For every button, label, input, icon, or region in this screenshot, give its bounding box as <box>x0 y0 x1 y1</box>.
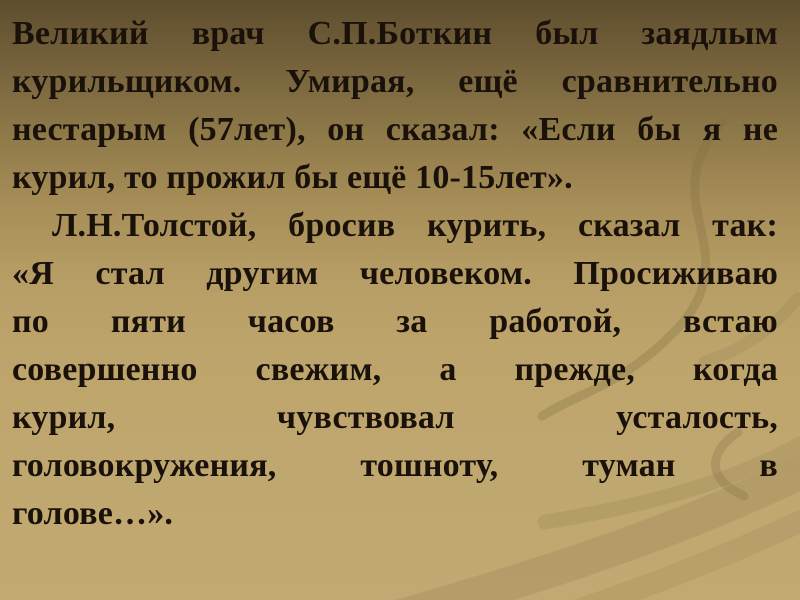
text-line: головокружения, тошноту, туман в <box>12 447 778 484</box>
text-line: нестарым (57лет), он сказал: «Если бы я не <box>12 111 778 148</box>
slide-text-block <box>12 10 778 538</box>
text-line: «Я стал другим человеком. Просиживаю <box>12 255 778 292</box>
text-line: совершенно свежим, а прежде, когда <box>12 351 778 388</box>
text-line: курильщиком. Умирая, ещё сравнительно <box>12 63 778 100</box>
text-line: голове…». <box>12 495 174 532</box>
text-line: курил, чувствовал усталость, <box>12 399 778 436</box>
text-line: Л.Н.Толстой, бросив курить, сказал так: <box>52 207 778 244</box>
text-line: курил, то прожил бы ещё 10-15лет». <box>12 159 573 196</box>
text-line: Великий врач С.П.Боткин был заядлым <box>12 15 778 52</box>
text-line: по пяти часов за работой, встаю <box>12 303 778 340</box>
